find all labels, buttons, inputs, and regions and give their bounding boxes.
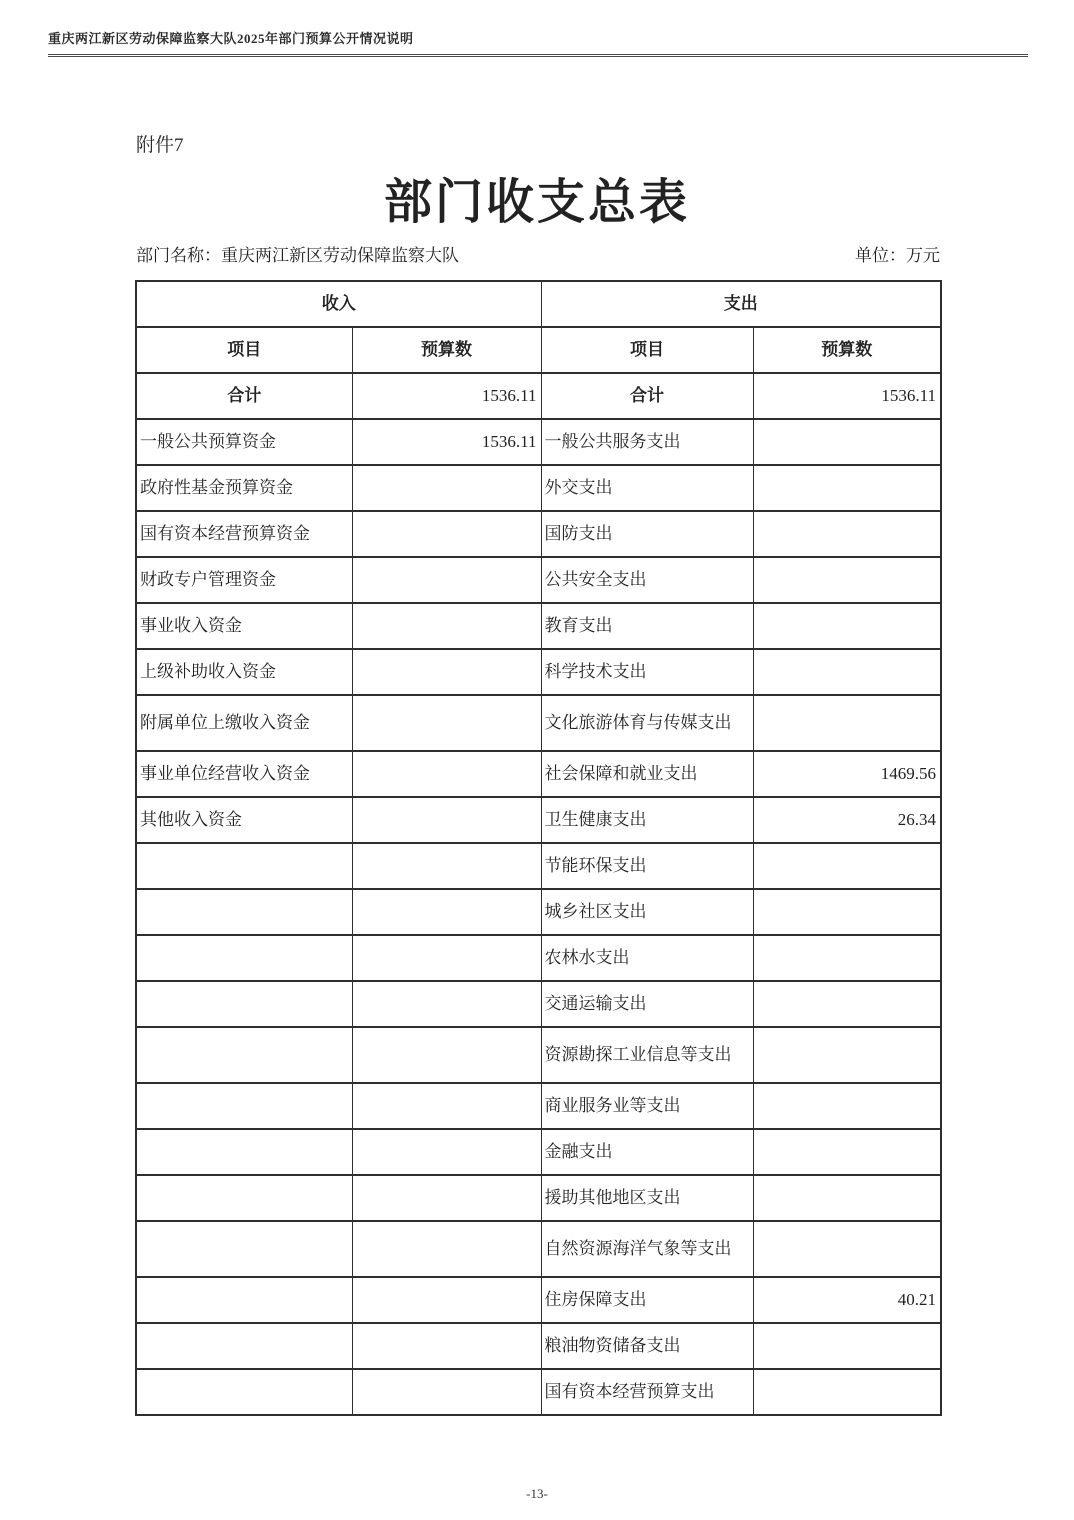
table-row <box>136 557 941 603</box>
expense-value-cell <box>753 419 941 465</box>
income-value-cell <box>352 751 541 797</box>
expense-value-cell: 1469.56 <box>753 751 941 797</box>
income-value-cell: 1536.11 <box>352 373 541 419</box>
income-item-cell: 财政专户管理资金 <box>136 557 352 603</box>
table-row <box>136 695 941 751</box>
table-row <box>136 1221 941 1277</box>
expense-item-cell: 援助其他地区支出 <box>541 1175 753 1221</box>
table-row <box>136 603 941 649</box>
income-value-cell <box>352 1175 541 1221</box>
income-value-cell: 1536.11 <box>352 419 541 465</box>
table-row <box>136 1027 941 1083</box>
income-item-cell: 合计 <box>136 373 352 419</box>
income-item-cell <box>136 1323 352 1369</box>
expense-item-cell: 资源勘探工业信息等支出 <box>541 1027 753 1083</box>
expense-value-cell <box>753 1323 941 1369</box>
expense-value-cell: 1536.11 <box>753 373 941 419</box>
income-item-cell <box>136 1083 352 1129</box>
income-value-cell <box>352 695 541 751</box>
expense-budget-column-header: 预算数 <box>753 327 941 373</box>
expense-item-cell: 外交支出 <box>541 465 753 511</box>
income-item-cell <box>136 843 352 889</box>
income-item-column-header: 项目 <box>136 327 352 373</box>
income-value-cell <box>352 1221 541 1277</box>
income-group-header: 收入 <box>136 281 541 327</box>
table-row <box>136 1083 941 1129</box>
expense-value-cell <box>753 1175 941 1221</box>
expense-item-cell: 金融支出 <box>541 1129 753 1175</box>
expense-item-cell: 国防支出 <box>541 511 753 557</box>
income-item-cell <box>136 935 352 981</box>
expense-value-cell: 40.21 <box>753 1277 941 1323</box>
income-item-cell: 附属单位上缴收入资金 <box>136 695 352 751</box>
income-value-cell <box>352 1027 541 1083</box>
expense-item-cell: 教育支出 <box>541 603 753 649</box>
table-row <box>136 373 941 419</box>
expense-item-cell: 卫生健康支出 <box>541 797 753 843</box>
table-row <box>136 981 941 1027</box>
table-row <box>136 751 941 797</box>
income-value-cell <box>352 1369 541 1415</box>
page-header <box>48 28 1028 57</box>
expense-value-cell <box>753 1129 941 1175</box>
table-row <box>136 649 941 695</box>
page-number: -13- <box>526 1486 548 1501</box>
department-name-label: 部门名称：重庆两江新区劳动保障监察大队 <box>136 246 459 265</box>
table-row <box>136 889 941 935</box>
table-row <box>136 1129 941 1175</box>
income-value-cell <box>352 557 541 603</box>
expense-item-cell: 自然资源海洋气象等支出 <box>541 1221 753 1277</box>
expense-item-cell: 社会保障和就业支出 <box>541 751 753 797</box>
expense-value-cell: 26.34 <box>753 797 941 843</box>
income-value-cell <box>352 889 541 935</box>
expense-value-cell <box>753 935 941 981</box>
income-value-cell <box>352 1277 541 1323</box>
expense-value-cell <box>753 981 941 1027</box>
expense-value-cell <box>753 1369 941 1415</box>
table-row <box>136 1277 941 1323</box>
table-body <box>136 373 941 1415</box>
income-item-cell <box>136 889 352 935</box>
income-item-cell <box>136 1027 352 1083</box>
income-item-cell <box>136 1175 352 1221</box>
table-group-header-row <box>136 281 941 327</box>
table-row <box>136 843 941 889</box>
expense-item-cell: 一般公共服务支出 <box>541 419 753 465</box>
income-value-cell <box>352 843 541 889</box>
table-row <box>136 797 941 843</box>
expense-item-cell: 粮油物资储备支出 <box>541 1323 753 1369</box>
income-value-cell <box>352 649 541 695</box>
table-column-header-row <box>136 327 941 373</box>
income-item-cell: 一般公共预算资金 <box>136 419 352 465</box>
unit-label: 单位：万元 <box>855 246 940 265</box>
income-item-cell <box>136 1221 352 1277</box>
table-row <box>136 1323 941 1369</box>
table-row <box>136 465 941 511</box>
income-value-cell <box>352 603 541 649</box>
table-meta-row <box>136 241 940 266</box>
expense-value-cell <box>753 1221 941 1277</box>
expense-value-cell <box>753 465 941 511</box>
expense-item-cell: 公共安全支出 <box>541 557 753 603</box>
expense-item-cell: 城乡社区支出 <box>541 889 753 935</box>
expense-value-cell <box>753 511 941 557</box>
income-item-cell <box>136 1277 352 1323</box>
attachment-label: 附件7 <box>136 135 184 156</box>
income-value-cell <box>352 1323 541 1369</box>
income-item-cell <box>136 981 352 1027</box>
expense-item-cell: 文化旅游体育与传媒支出 <box>541 695 753 751</box>
income-value-cell <box>352 981 541 1027</box>
expense-value-cell <box>753 603 941 649</box>
expense-value-cell <box>753 695 941 751</box>
income-item-cell: 政府性基金预算资金 <box>136 465 352 511</box>
expense-item-cell: 节能环保支出 <box>541 843 753 889</box>
income-value-cell <box>352 1083 541 1129</box>
expense-item-cell: 商业服务业等支出 <box>541 1083 753 1129</box>
income-value-cell <box>352 1129 541 1175</box>
expense-item-cell: 交通运输支出 <box>541 981 753 1027</box>
income-item-cell: 事业收入资金 <box>136 603 352 649</box>
income-item-cell <box>136 1369 352 1415</box>
expense-item-cell: 住房保障支出 <box>541 1277 753 1323</box>
income-value-cell <box>352 935 541 981</box>
expense-item-cell: 国有资本经营预算支出 <box>541 1369 753 1415</box>
expense-value-cell <box>753 557 941 603</box>
expense-value-cell <box>753 1083 941 1129</box>
expense-item-cell: 合计 <box>541 373 753 419</box>
expense-item-column-header: 项目 <box>541 327 753 373</box>
expense-value-cell <box>753 843 941 889</box>
expense-item-cell: 科学技术支出 <box>541 649 753 695</box>
expense-item-cell: 农林水支出 <box>541 935 753 981</box>
income-value-cell <box>352 465 541 511</box>
budget-summary-table <box>135 280 942 1416</box>
table-row <box>136 1175 941 1221</box>
page-title: 部门收支总表 <box>383 174 690 230</box>
income-item-cell: 事业单位经营收入资金 <box>136 751 352 797</box>
expense-value-cell <box>753 649 941 695</box>
page-header-text: 重庆两江新区劳动保障监察大队2025年部门预算公开情况说明 <box>48 31 414 46</box>
income-item-cell: 其他收入资金 <box>136 797 352 843</box>
expense-value-cell <box>753 1027 941 1083</box>
income-value-cell <box>352 511 541 557</box>
table-row <box>136 419 941 465</box>
income-item-cell: 上级补助收入资金 <box>136 649 352 695</box>
expense-group-header: 支出 <box>541 281 941 327</box>
expense-value-cell <box>753 889 941 935</box>
table-row <box>136 935 941 981</box>
income-value-cell <box>352 797 541 843</box>
table-row <box>136 511 941 557</box>
income-budget-column-header: 预算数 <box>352 327 541 373</box>
income-item-cell <box>136 1129 352 1175</box>
income-item-cell: 国有资本经营预算资金 <box>136 511 352 557</box>
table-row <box>136 1369 941 1415</box>
